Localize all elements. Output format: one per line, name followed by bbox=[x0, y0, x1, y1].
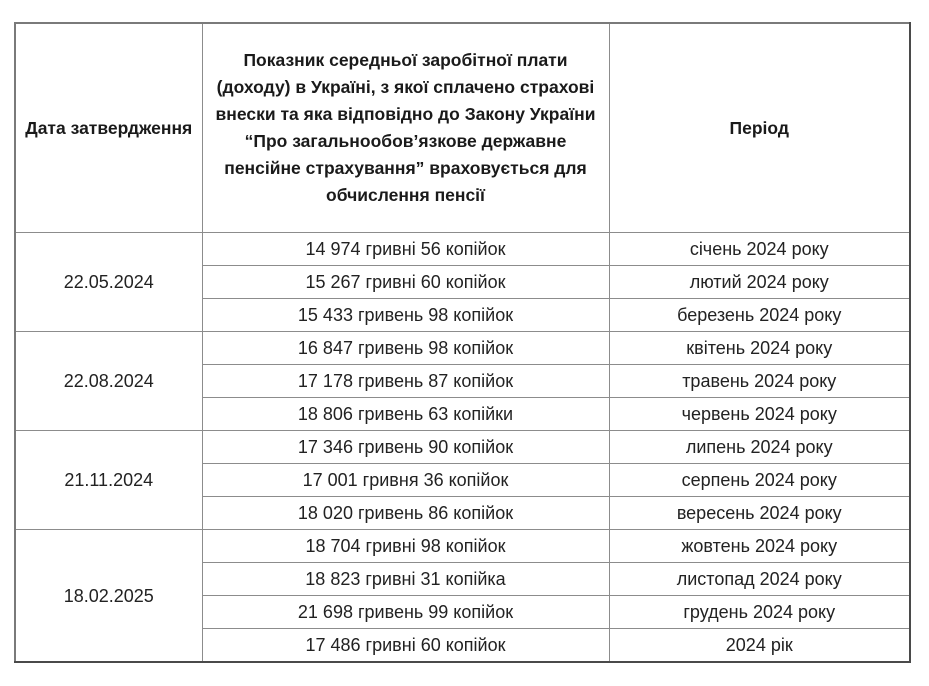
table-row bbox=[15, 332, 910, 365]
amount-cell: 17 346 гривень 90 копійок bbox=[202, 431, 609, 464]
table-container bbox=[14, 22, 911, 663]
amount-cell: 15 267 гривні 60 копійок bbox=[202, 266, 609, 299]
period-cell: липень 2024 року bbox=[609, 431, 910, 464]
table-row bbox=[15, 530, 910, 563]
period-cell: червень 2024 року bbox=[609, 398, 910, 431]
period-cell: жовтень 2024 року bbox=[609, 530, 910, 563]
amount-cell: 17 486 гривні 60 копійок bbox=[202, 629, 609, 663]
period-cell: січень 2024 року bbox=[609, 233, 910, 266]
amount-cell: 18 020 гривень 86 копійок bbox=[202, 497, 609, 530]
amount-cell: 17 178 гривень 87 копійок bbox=[202, 365, 609, 398]
header-approval-date: Дата затвердження bbox=[15, 23, 202, 233]
approval-date-cell: 22.08.2024 bbox=[15, 332, 202, 431]
approval-date-cell: 18.02.2025 bbox=[15, 530, 202, 663]
period-cell: серпень 2024 року bbox=[609, 464, 910, 497]
period-cell: грудень 2024 року bbox=[609, 596, 910, 629]
amount-cell: 18 806 гривень 63 копійки bbox=[202, 398, 609, 431]
amount-cell: 16 847 гривень 98 копійок bbox=[202, 332, 609, 365]
amount-cell: 18 704 гривні 98 копійок bbox=[202, 530, 609, 563]
amount-cell: 15 433 гривень 98 копійок bbox=[202, 299, 609, 332]
approval-date-cell: 22.05.2024 bbox=[15, 233, 202, 332]
period-cell: листопад 2024 року bbox=[609, 563, 910, 596]
header-row bbox=[15, 23, 910, 233]
amount-cell: 18 823 гривні 31 копійка bbox=[202, 563, 609, 596]
amount-cell: 14 974 гривні 56 копійок bbox=[202, 233, 609, 266]
approval-date-cell: 21.11.2024 bbox=[15, 431, 202, 530]
table-row bbox=[15, 233, 910, 266]
average-wage-table bbox=[14, 22, 911, 663]
period-cell: травень 2024 року bbox=[609, 365, 910, 398]
period-cell: березень 2024 року bbox=[609, 299, 910, 332]
header-wage-indicator: Показник середньої заробітної плати (доходу) в Україні, з якої сплачено страхові внески та яка відповідно до Закону України “Про загальнообов’язкове державне пенсійне страхування” враховується для обчислення пенсії bbox=[202, 23, 609, 233]
table-row bbox=[15, 431, 910, 464]
amount-cell: 17 001 гривня 36 копійок bbox=[202, 464, 609, 497]
period-cell: вересень 2024 року bbox=[609, 497, 910, 530]
header-period: Період bbox=[609, 23, 910, 233]
period-cell: квітень 2024 року bbox=[609, 332, 910, 365]
period-cell: лютий 2024 року bbox=[609, 266, 910, 299]
period-cell: 2024 рік bbox=[609, 629, 910, 663]
amount-cell: 21 698 гривень 99 копійок bbox=[202, 596, 609, 629]
